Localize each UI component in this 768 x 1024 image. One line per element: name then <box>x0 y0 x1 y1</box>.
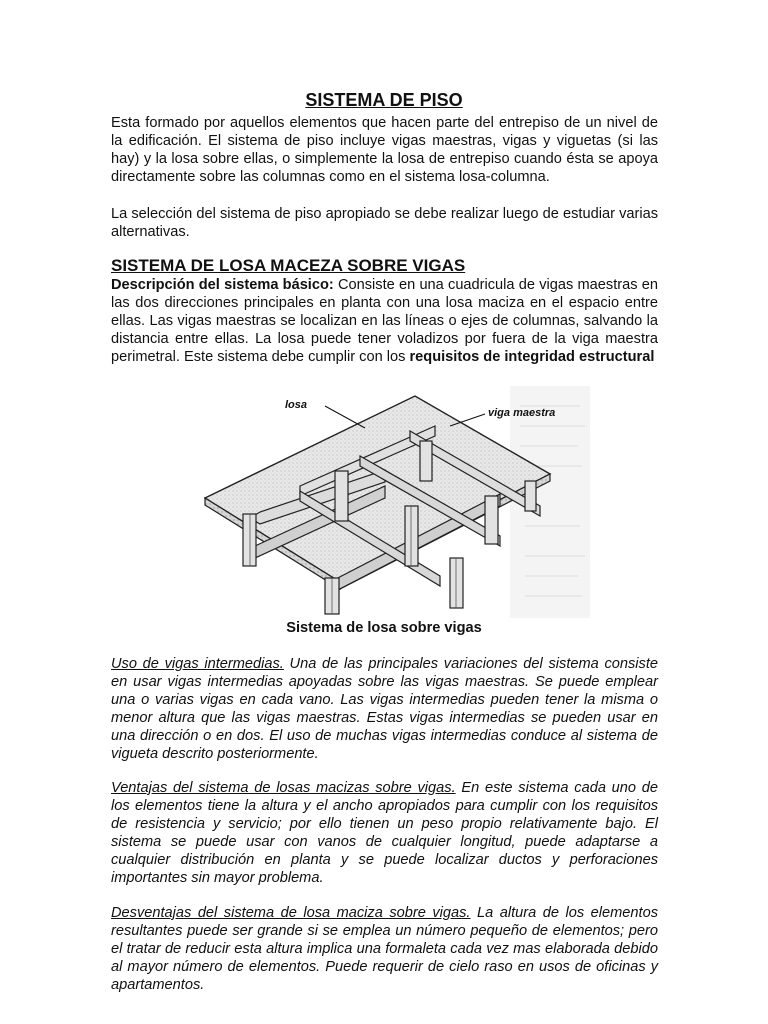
intermedias-text: Una de las principales variaciones del sistema consiste en usar vigas intermedias apoyadas sobre las vigas maestras. Se puede emplear una o varias vigas en cada vano. Las vigas intermedias pueden tener la misma o menor altura que las vigas maestras. Estas vigas intermedias se pueden usar en una dirección o en dos. El uso de muchas vigas intermedias conduce al sistema de vigueta descrito posteriormente. <box>111 656 658 762</box>
label-viga-maestra: viga maestra <box>488 407 556 419</box>
description-emphasis: requisitos de integridad estructural <box>409 349 655 365</box>
intro-paragraph: Esta formado por aquellos elementos que hacen parte del entrepiso de un nivel de la edificación. El sistema de piso incluye vigas maestras, vigas y viguetas (si las hay) y la losa sobre ellas, o simplemente la losa de entrepiso cuando ésta se apoya directamente sobre las columnas como en el sistema losa-columna. <box>111 115 658 185</box>
ventajas-label: Ventajas del sistema de losas macizas sobre vigas. <box>111 780 456 796</box>
page-title: SISTEMA DE PISO <box>305 90 463 110</box>
section-heading: SISTEMA DE LOSA MACEZA SOBRE VIGAS <box>111 256 466 275</box>
description-text: Consiste en una cuadricula de vigas maestras en las dos direcciones principales en planta con una losa maciza en el espacio entre ellas. Las vigas maestras se localizan en las líneas o ejes de columnas, salvando la distancia entre ellas. La losa puede tener voladizos por fuera de la viga maestra perimetral. Este sistema debe cumplir con los <box>111 277 658 365</box>
desventajas-label: Desventajas del sistema de losa maciza sobre vigas. <box>111 905 471 921</box>
desventajas-paragraph <box>111 904 658 994</box>
intermedias-label: Uso de vigas intermedias. <box>111 656 284 672</box>
description-label: Descripción del sistema básico: <box>111 277 334 293</box>
ventajas-text: En este sistema cada uno de los elementos tiene la altura y el ancho apropiados para cumplir con los requisitos de resistencia y servicio; por ello tienen un peso propio relativamente bajo. El sistema se puede usar con vanos de cualquier longitud, puede adaptarse a cualquier distribución en planta y se puede localizar ductos y perforaciones importantes sin mayor problema. <box>111 780 658 886</box>
label-losa: losa <box>285 399 308 411</box>
slab-beam-figure <box>180 386 590 618</box>
desventajas-text: La altura de los elementos resultantes puede ser grande si se emplea un número pequeño de elementos; pero el tratar de reducir esta altura implica una formaleta cada vez mas elaborada debido al mayor número de elementos. Puede requerir de cielo raso en usos de oficinas y apartamentos. <box>111 905 659 993</box>
slab-beam-drawing <box>180 386 590 618</box>
intermedias-paragraph <box>111 655 658 763</box>
selection-paragraph: La selección del sistema de piso apropiado se debe realizar luego de estudiar varias alternativas. <box>111 206 658 240</box>
ventajas-paragraph <box>111 779 658 887</box>
figure-caption: Sistema de losa sobre vigas <box>286 620 482 636</box>
description-paragraph <box>111 276 658 366</box>
